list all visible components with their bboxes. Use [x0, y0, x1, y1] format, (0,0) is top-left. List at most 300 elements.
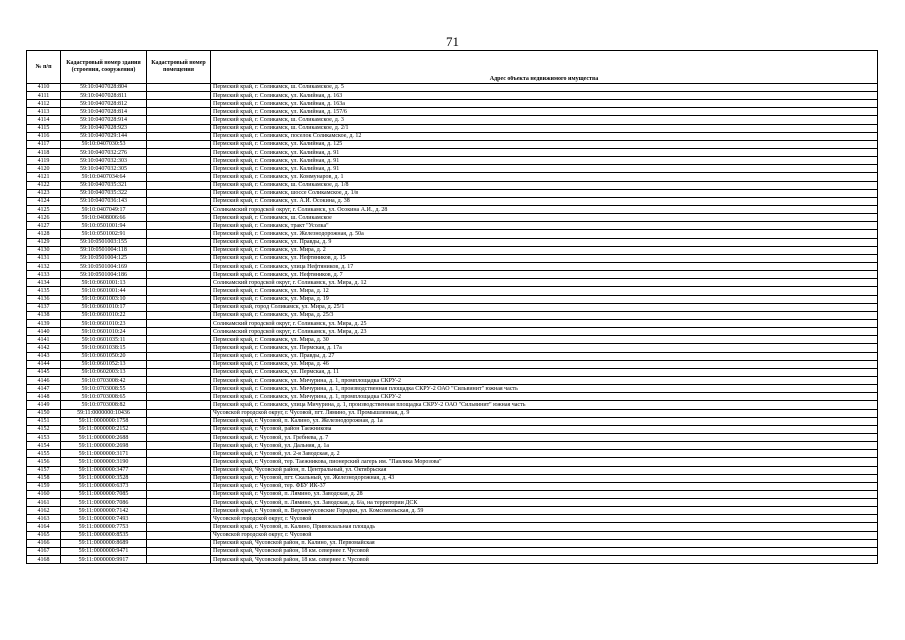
table-row: [27, 425, 878, 433]
property-address: Пермский край, г. Соликамск, ул. Мира, д. 46: [211, 360, 878, 368]
premises-cadastral-number: [147, 206, 211, 214]
property-address: Пермский край, г. Соликамск, улица Мичурина, д. 1, производственная площадка СКРУ-2 ОАО "Сильвинит" южная часть: [211, 401, 878, 409]
table-row: [27, 165, 878, 173]
row-number: 4119: [27, 157, 61, 165]
row-number: 4149: [27, 401, 61, 409]
table-row: [27, 181, 878, 189]
premises-cadastral-number: [147, 319, 211, 327]
table-row: [27, 556, 878, 564]
property-address: Пермский край, г. Соликамск, ул. Мира, д. 2: [211, 246, 878, 254]
building-cadastral-number: 59:11:0000000:7493: [61, 515, 147, 523]
premises-cadastral-number: [147, 515, 211, 523]
premises-cadastral-number: [147, 165, 211, 173]
building-cadastral-number: 59:10:0601038:15: [61, 344, 147, 352]
table-row: [27, 230, 878, 238]
row-number: 4118: [27, 149, 61, 157]
building-cadastral-number: 59:11:0000000:7753: [61, 523, 147, 531]
building-cadastral-number: 59:11:0000000:7142: [61, 507, 147, 515]
row-number: 4122: [27, 181, 61, 189]
row-number: 4124: [27, 197, 61, 205]
property-address: Пермский край, г. Соликамск, ш. Соликамское, д. 5: [211, 83, 878, 91]
building-cadastral-number: 59:11:0000000:2688: [61, 433, 147, 441]
premises-cadastral-number: [147, 287, 211, 295]
row-number: 4145: [27, 368, 61, 376]
premises-cadastral-number: [147, 523, 211, 531]
premises-cadastral-number: [147, 425, 211, 433]
building-cadastral-number: 59:11:0000000:7086: [61, 499, 147, 507]
row-number: 4132: [27, 262, 61, 270]
building-cadastral-number: 59:11:0000000:7085: [61, 490, 147, 498]
row-number: 4116: [27, 132, 61, 140]
table-row: [27, 360, 878, 368]
table-row: [27, 279, 878, 287]
table-row: [27, 254, 878, 262]
premises-cadastral-number: [147, 393, 211, 401]
header-address-top: [211, 51, 878, 77]
property-address: Пермский край, г. Чусовой, п. Верхнечусовские Городки, ул. Комсомольская, д. 59: [211, 507, 878, 515]
building-cadastral-number: 59:11:0000000:8535: [61, 531, 147, 539]
row-number: 4155: [27, 450, 61, 458]
property-address: Пермский край, г. Чусовой, ул. 2-я Заводская, д. 2: [211, 450, 878, 458]
building-cadastral-number: 59:10:0407028:812: [61, 100, 147, 108]
property-address: Пермский край, Чусовской район, п. Центральный, ул. Октябрьская: [211, 466, 878, 474]
row-number: 4112: [27, 100, 61, 108]
row-number: 4131: [27, 254, 61, 262]
building-cadastral-number: 59:10:0602003:13: [61, 368, 147, 376]
row-number: 4168: [27, 556, 61, 564]
row-number: 4157: [27, 466, 61, 474]
premises-cadastral-number: [147, 474, 211, 482]
premises-cadastral-number: [147, 336, 211, 344]
building-cadastral-number: 59:11:0000000:9917: [61, 556, 147, 564]
premises-cadastral-number: [147, 140, 211, 148]
property-address: Пермский край, г. Соликамск, ш. Соликамское: [211, 214, 878, 222]
header-num: № п/п: [27, 51, 61, 84]
property-address: Пермский край, Чусовской район, 18 км. севернее г. Чусовой: [211, 547, 878, 555]
row-number: 4117: [27, 140, 61, 148]
row-number: 4128: [27, 230, 61, 238]
table-row: [27, 124, 878, 132]
premises-cadastral-number: [147, 547, 211, 555]
premises-cadastral-number: [147, 328, 211, 336]
table-row: [27, 271, 878, 279]
table-row: [27, 547, 878, 555]
table-row: [27, 295, 878, 303]
row-number: 4127: [27, 222, 61, 230]
premises-cadastral-number: [147, 450, 211, 458]
property-address: Соликамский городской округ, г. Соликамск, ул. Мира, д. 23: [211, 328, 878, 336]
building-cadastral-number: 59:10:0703008:42: [61, 376, 147, 384]
building-cadastral-number: 59:10:0407049:17: [61, 206, 147, 214]
premises-cadastral-number: [147, 344, 211, 352]
table-row: [27, 311, 878, 319]
premises-cadastral-number: [147, 401, 211, 409]
table-row: [27, 116, 878, 124]
property-registry-table: [26, 50, 878, 564]
table-row: [27, 328, 878, 336]
premises-cadastral-number: [147, 230, 211, 238]
row-number: 4152: [27, 425, 61, 433]
property-address: Пермский край, г. Соликамск, ул. Мира, д. 12: [211, 287, 878, 295]
premises-cadastral-number: [147, 531, 211, 539]
building-cadastral-number: 59:10:0601001:13: [61, 279, 147, 287]
row-number: 4148: [27, 393, 61, 401]
premises-cadastral-number: [147, 238, 211, 246]
row-number: 4142: [27, 344, 61, 352]
property-address: Пермский край, г. Соликамск, ул. Коммунаров, д. 1: [211, 173, 878, 181]
building-cadastral-number: 59:10:0407028:814: [61, 108, 147, 116]
property-address: Пермский край, г. Соликамск, шоссе Соликамское, д. 1/в: [211, 189, 878, 197]
property-address: Чусовской городской округ, г. Чусовой, пгт. Лямино, ул. Промышленная, д. 9: [211, 409, 878, 417]
property-address: Пермский край, г. Соликамск, ш. Соликамское, д. 1/8: [211, 181, 878, 189]
header-address: Адрес объекта недвижимого имущества: [211, 76, 878, 83]
premises-cadastral-number: [147, 254, 211, 262]
property-address: Пермский край, г. Соликамск, поселок Соликамское, д. 12: [211, 132, 878, 140]
property-address: Пермский край, г. Соликамск, ул. А.И. Осокина, д. 38: [211, 197, 878, 205]
premises-cadastral-number: [147, 556, 211, 564]
table-row: [27, 433, 878, 441]
table-row: [27, 393, 878, 401]
property-address: Пермский край, Чусовской район, 18 км. севернее г. Чусовой: [211, 556, 878, 564]
row-number: 4123: [27, 189, 61, 197]
table-row: [27, 515, 878, 523]
property-address: Пермский край, г. Чусовой, п. Лямино, ул. Заводская, д. 28: [211, 490, 878, 498]
building-cadastral-number: 59:11:0000000:3477: [61, 466, 147, 474]
table-row: [27, 92, 878, 100]
property-address: Пермский край, г. Соликамск, ул. Мичурина, д. 1, промплощадка СКРУ-2: [211, 393, 878, 401]
table-row: [27, 189, 878, 197]
property-address: Пермский край, г. Чусовой, тер. Таежникова, пионерский лагерь им. "Павлика Морозова": [211, 458, 878, 466]
row-number: 4144: [27, 360, 61, 368]
building-cadastral-number: 59:10:0501002:91: [61, 230, 147, 238]
row-number: 4129: [27, 238, 61, 246]
building-cadastral-number: 59:10:0407028:811: [61, 92, 147, 100]
table-row: [27, 490, 878, 498]
property-address: Пермский край, г. Соликамск, ш. Соликамское, д. 3: [211, 116, 878, 124]
building-cadastral-number: 59:10:0501004:125: [61, 254, 147, 262]
table-row: [27, 474, 878, 482]
building-cadastral-number: 59:11:0000000:10436: [61, 409, 147, 417]
row-number: 4130: [27, 246, 61, 254]
building-cadastral-number: 59:11:0000000:2152: [61, 425, 147, 433]
premises-cadastral-number: [147, 433, 211, 441]
row-number: 4135: [27, 287, 61, 295]
table-row: [27, 319, 878, 327]
property-address: Пермский край, г. Соликамск, ул. Правды, д. 27: [211, 352, 878, 360]
building-cadastral-number: 59:11:0000000:3528: [61, 474, 147, 482]
property-address: Соликамский городской округ, г. Соликамск, ул. Осокина А.И., д. 28: [211, 206, 878, 214]
premises-cadastral-number: [147, 458, 211, 466]
property-address: Пермский край, г. Соликамск, ул. Мира, д. 30: [211, 336, 878, 344]
table-row: [27, 352, 878, 360]
building-cadastral-number: 59:10:0407036:143: [61, 197, 147, 205]
premises-cadastral-number: [147, 507, 211, 515]
table-row: [27, 140, 878, 148]
table-row: [27, 450, 878, 458]
row-number: 4125: [27, 206, 61, 214]
row-number: 4138: [27, 311, 61, 319]
table-row: [27, 303, 878, 311]
premises-cadastral-number: [147, 124, 211, 132]
row-number: 4113: [27, 108, 61, 116]
building-cadastral-number: 59:10:0601003:10: [61, 295, 147, 303]
premises-cadastral-number: [147, 417, 211, 425]
table-row: [27, 401, 878, 409]
premises-cadastral-number: [147, 490, 211, 498]
property-address: Пермский край, г. Соликамск, ул. Нефтяников, д. 15: [211, 254, 878, 262]
property-address: Пермский край, г. Соликамск, ул. Пермская, д. 17а: [211, 344, 878, 352]
row-number: 4115: [27, 124, 61, 132]
row-number: 4140: [27, 328, 61, 336]
property-address: Пермский край, Чусовской район, п. Калино, ул. Первомайская: [211, 539, 878, 547]
property-address: Пермский край, г. Чусовой, п. Лямино, ул. Заводская, д. 6/а, на территории ДСК: [211, 499, 878, 507]
building-cadastral-number: 59:10:0601010:23: [61, 319, 147, 327]
premises-cadastral-number: [147, 173, 211, 181]
property-address: Пермский край, г. Соликамск, ул. Железнодорожная, д. 50а: [211, 230, 878, 238]
building-cadastral-number: 59:11:0000000:3190: [61, 458, 147, 466]
property-address: Пермский край, г. Соликамск, ул. Мира, д. 19: [211, 295, 878, 303]
premises-cadastral-number: [147, 368, 211, 376]
building-cadastral-number: 59:10:0703008:65: [61, 393, 147, 401]
row-number: 4159: [27, 482, 61, 490]
premises-cadastral-number: [147, 279, 211, 287]
row-number: 4120: [27, 165, 61, 173]
row-number: 4160: [27, 490, 61, 498]
table-row: [27, 287, 878, 295]
table-row: [27, 385, 878, 393]
property-address: Пермский край, г. Чусовой, пгт. Скальный, ул. Железнодорожная, д. 43: [211, 474, 878, 482]
property-address: Пермский край, г. Соликамск, ул. Мичурина, д. 1, производственная площадка СКРУ-2 ОАО "Сильвинит" южная часть: [211, 385, 878, 393]
premises-cadastral-number: [147, 246, 211, 254]
building-cadastral-number: 59:10:0501004:118: [61, 246, 147, 254]
building-cadastral-number: 59:10:0407028:914: [61, 116, 147, 124]
building-cadastral-number: 59:11:0000000:8689: [61, 539, 147, 547]
table-row: [27, 409, 878, 417]
building-cadastral-number: 59:10:0601001:44: [61, 287, 147, 295]
table-row: [27, 149, 878, 157]
table-row: [27, 499, 878, 507]
row-number: 4147: [27, 385, 61, 393]
row-number: 4126: [27, 214, 61, 222]
table-row: [27, 523, 878, 531]
row-number: 4137: [27, 303, 61, 311]
row-number: 4111: [27, 92, 61, 100]
property-address: Соликамский городской округ, г. Соликамск, ул. Мира, д. 12: [211, 279, 878, 287]
row-number: 4158: [27, 474, 61, 482]
table-row: [27, 458, 878, 466]
table-row: [27, 197, 878, 205]
property-address: Пермский край, г. Соликамск, ш. Соликамское, д. 2/1: [211, 124, 878, 132]
table-row: [27, 368, 878, 376]
premises-cadastral-number: [147, 83, 211, 91]
property-address: Чусовской городской округ, г. Чусовой: [211, 531, 878, 539]
table-row: [27, 83, 878, 91]
premises-cadastral-number: [147, 499, 211, 507]
table-row: [27, 173, 878, 181]
table-row: [27, 344, 878, 352]
property-address: Пермский край, г. Соликамск, ул. Калийная, д. 125: [211, 140, 878, 148]
premises-cadastral-number: [147, 92, 211, 100]
building-cadastral-number: 59:10:0407032:303: [61, 157, 147, 165]
table-row: [27, 100, 878, 108]
row-number: 4121: [27, 173, 61, 181]
building-cadastral-number: 59:10:0501004:169: [61, 262, 147, 270]
property-address: Пермский край, г. Чусовой, тер. ФБУ ИК-37: [211, 482, 878, 490]
row-number: 4139: [27, 319, 61, 327]
premises-cadastral-number: [147, 360, 211, 368]
row-number: 4166: [27, 539, 61, 547]
premises-cadastral-number: [147, 385, 211, 393]
building-cadastral-number: 59:10:0501004:186: [61, 271, 147, 279]
property-address: Пермский край, г. Соликамск, ул. Калийная, д. 163: [211, 92, 878, 100]
premises-cadastral-number: [147, 303, 211, 311]
row-number: 4110: [27, 83, 61, 91]
premises-cadastral-number: [147, 132, 211, 140]
row-number: 4161: [27, 499, 61, 507]
table-row: [27, 539, 878, 547]
premises-cadastral-number: [147, 189, 211, 197]
table-row: [27, 482, 878, 490]
building-cadastral-number: 59:10:0407028:923: [61, 124, 147, 132]
table-row: [27, 262, 878, 270]
table-body: [27, 83, 878, 563]
building-cadastral-number: 59:10:0407032:276: [61, 149, 147, 157]
row-number: 4162: [27, 507, 61, 515]
building-cadastral-number: 59:10:0601010:24: [61, 328, 147, 336]
premises-cadastral-number: [147, 466, 211, 474]
building-cadastral-number: 59:11:0000000:1758: [61, 417, 147, 425]
building-cadastral-number: 59:10:0601035:11: [61, 336, 147, 344]
row-number: 4156: [27, 458, 61, 466]
premises-cadastral-number: [147, 214, 211, 222]
property-address: Пермский край, г. Соликамск, ул. Калийная, д. 91: [211, 157, 878, 165]
table-row: [27, 206, 878, 214]
row-number: 4150: [27, 409, 61, 417]
building-cadastral-number: 59:10:0501001:94: [61, 222, 147, 230]
building-cadastral-number: 59:10:0407028:804: [61, 83, 147, 91]
premises-cadastral-number: [147, 262, 211, 270]
row-number: 4163: [27, 515, 61, 523]
premises-cadastral-number: [147, 181, 211, 189]
property-address: Пермский край, г. Соликамск, ул. Нефтяников, д. 7: [211, 271, 878, 279]
table-row: [27, 157, 878, 165]
row-number: 4146: [27, 376, 61, 384]
building-cadastral-number: 59:10:0601010:17: [61, 303, 147, 311]
premises-cadastral-number: [147, 442, 211, 450]
row-number: 4153: [27, 433, 61, 441]
building-cadastral-number: 59:10:0703008:82: [61, 401, 147, 409]
row-number: 4114: [27, 116, 61, 124]
building-cadastral-number: 59:11:0000000:9471: [61, 547, 147, 555]
row-number: 4136: [27, 295, 61, 303]
building-cadastral-number: 59:10:0601010:22: [61, 311, 147, 319]
row-number: 4143: [27, 352, 61, 360]
building-cadastral-number: 59:10:0407032:305: [61, 165, 147, 173]
property-address: Соликамский городской округ, г. Соликамск, ул. Мира, д. 25: [211, 319, 878, 327]
building-cadastral-number: 59:11:0000000:3171: [61, 450, 147, 458]
premises-cadastral-number: [147, 108, 211, 116]
building-cadastral-number: 59:10:0407029:144: [61, 132, 147, 140]
premises-cadastral-number: [147, 352, 211, 360]
property-address: Пермский край, г. Соликамск, ул. Правды, д. 9: [211, 238, 878, 246]
building-cadastral-number: 59:11:0000000:6373: [61, 482, 147, 490]
property-address: Пермский край, г. Чусовой, п. Калино, Привокзальная площадь: [211, 523, 878, 531]
row-number: 4134: [27, 279, 61, 287]
premises-cadastral-number: [147, 295, 211, 303]
property-address: Пермский край, г. Чусовой, п. Калино, ул. Железнодорожная, д. 1а: [211, 417, 878, 425]
property-address: Пермский край, г. Соликамск, ул. Калийная, д. 157/6: [211, 108, 878, 116]
building-cadastral-number: 59:10:0407034:64: [61, 173, 147, 181]
property-address: Пермский край, город Соликамск, ул. Мира, д. 25/1: [211, 303, 878, 311]
premises-cadastral-number: [147, 311, 211, 319]
property-address: Пермский край, г. Чусовой, ул. Дальняя, д. 1а: [211, 442, 878, 450]
row-number: 4133: [27, 271, 61, 279]
premises-cadastral-number: [147, 116, 211, 124]
table-row: [27, 214, 878, 222]
property-address: Пермский край, г. Чусовой, ул. Гребнева, д. 7: [211, 433, 878, 441]
property-address: Чусовской городской округ, г. Чусовой: [211, 515, 878, 523]
property-address: Пермский край, г. Соликамск, ул. Мичурина, д. 1, промплощадка СКРУ-2: [211, 376, 878, 384]
property-address: Пермский край, г. Чусовой, район Таежникова: [211, 425, 878, 433]
premises-cadastral-number: [147, 482, 211, 490]
header-premises-cadastral: Кадастровый номер помещения: [147, 51, 211, 84]
premises-cadastral-number: [147, 197, 211, 205]
table-row: [27, 507, 878, 515]
header-building-cadastral: Кадастровый номер здания (строения, сооружения): [61, 51, 147, 84]
table-row: [27, 238, 878, 246]
building-cadastral-number: 59:10:0501003:155: [61, 238, 147, 246]
table-row: [27, 466, 878, 474]
premises-cadastral-number: [147, 376, 211, 384]
row-number: 4164: [27, 523, 61, 531]
table-row: [27, 222, 878, 230]
table-row: [27, 336, 878, 344]
building-cadastral-number: 59:11:0000000:2698: [61, 442, 147, 450]
building-cadastral-number: 59:10:0407035:321: [61, 181, 147, 189]
property-address: Пермский край, г. Соликамск, тракт "Усолка": [211, 222, 878, 230]
building-cadastral-number: 59:10:0407035:322: [61, 189, 147, 197]
table-row: [27, 376, 878, 384]
property-address: Пермский край, г. Соликамск, ул. Калийная, д. 163а: [211, 100, 878, 108]
table-row: [27, 108, 878, 116]
table-row: [27, 442, 878, 450]
building-cadastral-number: 59:10:0601050:20: [61, 352, 147, 360]
table-row: [27, 246, 878, 254]
premises-cadastral-number: [147, 539, 211, 547]
table-row: [27, 417, 878, 425]
building-cadastral-number: 59:10:0703008:55: [61, 385, 147, 393]
premises-cadastral-number: [147, 149, 211, 157]
premises-cadastral-number: [147, 409, 211, 417]
premises-cadastral-number: [147, 157, 211, 165]
property-address: Пермский край, г. Соликамск, ул. Калийная, д. 91: [211, 165, 878, 173]
building-cadastral-number: 59:10:0601052:13: [61, 360, 147, 368]
row-number: 4151: [27, 417, 61, 425]
building-cadastral-number: 59:10:0408006:66: [61, 214, 147, 222]
property-address: Пермский край, г. Соликамск, ул. Калийная, д. 91: [211, 149, 878, 157]
row-number: 4141: [27, 336, 61, 344]
table-row: [27, 531, 878, 539]
table-row: [27, 132, 878, 140]
row-number: 4167: [27, 547, 61, 555]
property-address: Пермский край, г. Соликамск, ул. Мира, д. 25/3: [211, 311, 878, 319]
premises-cadastral-number: [147, 222, 211, 230]
row-number: 4154: [27, 442, 61, 450]
building-cadastral-number: 59:10:0407030:53: [61, 140, 147, 148]
property-address: Пермский край, г. Соликамск, улица Нефтяников, д. 17: [211, 262, 878, 270]
row-number: 4165: [27, 531, 61, 539]
property-address: Пермский край, г. Соликамск, ул. Пермская, д. 11: [211, 368, 878, 376]
